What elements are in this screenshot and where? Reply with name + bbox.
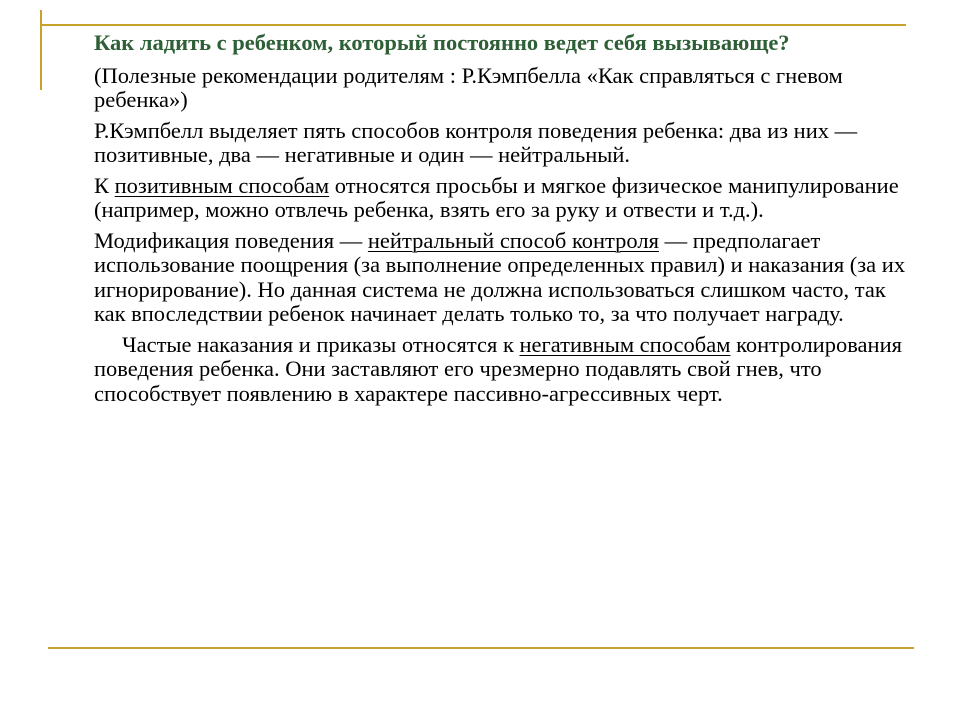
neutral-text-end: — предполагает использование поощрения (за выполнение определенных правил) и наказания (за их игнорирование). Но данная система не должна использоваться слишком часто, так как впоследствии ребенок начинает делать только то, за что получает награду. (94, 227, 906, 326)
slide-title: Как ладить с ребенком, который постоянно ведет себя вызывающе? (94, 30, 790, 55)
paragraph-neutral (94, 229, 914, 327)
paragraph-negative (94, 333, 914, 407)
frame-left-line (40, 10, 42, 90)
paragraph-source (94, 64, 914, 113)
paragraph-intro (94, 119, 914, 168)
negative-text-start: Частые наказания и приказы относятся к (122, 331, 520, 357)
neutral-method-link[interactable]: нейтральный способ контроля (367, 227, 659, 253)
neutral-text-start: Модификация поведения — (94, 227, 368, 253)
intro-text: Р.Кэмпбелл выделяет пять способов контроля поведения ребенка: два из них — позитивные, два — негативные и один — нейтральный. (94, 117, 858, 167)
positive-text-start: К (94, 172, 115, 198)
source-text: (Полезные рекомендации родителям : Р.Кэмпбелла «Как справляться с гневом ребенка») (94, 62, 843, 112)
positive-text-end: относятся просьбы и мягкое физическое манипулирование (например, можно отвлечь ребенка, взять его за руку и отвести и т.д.). (94, 172, 899, 222)
paragraph-positive (94, 174, 914, 223)
negative-text-end: контролирования поведения ребенка. Они заставляют его чрезмерно подавлять свой гнев, что способствует появлению в характере пассивно-агрессивных черт. (94, 331, 902, 406)
frame-bottom-line (48, 647, 914, 649)
frame-top-line (40, 24, 906, 26)
slide-content (94, 31, 914, 412)
positive-methods-link[interactable]: позитивным способам (114, 172, 330, 198)
negative-methods-link[interactable]: негативным способам (519, 331, 731, 357)
